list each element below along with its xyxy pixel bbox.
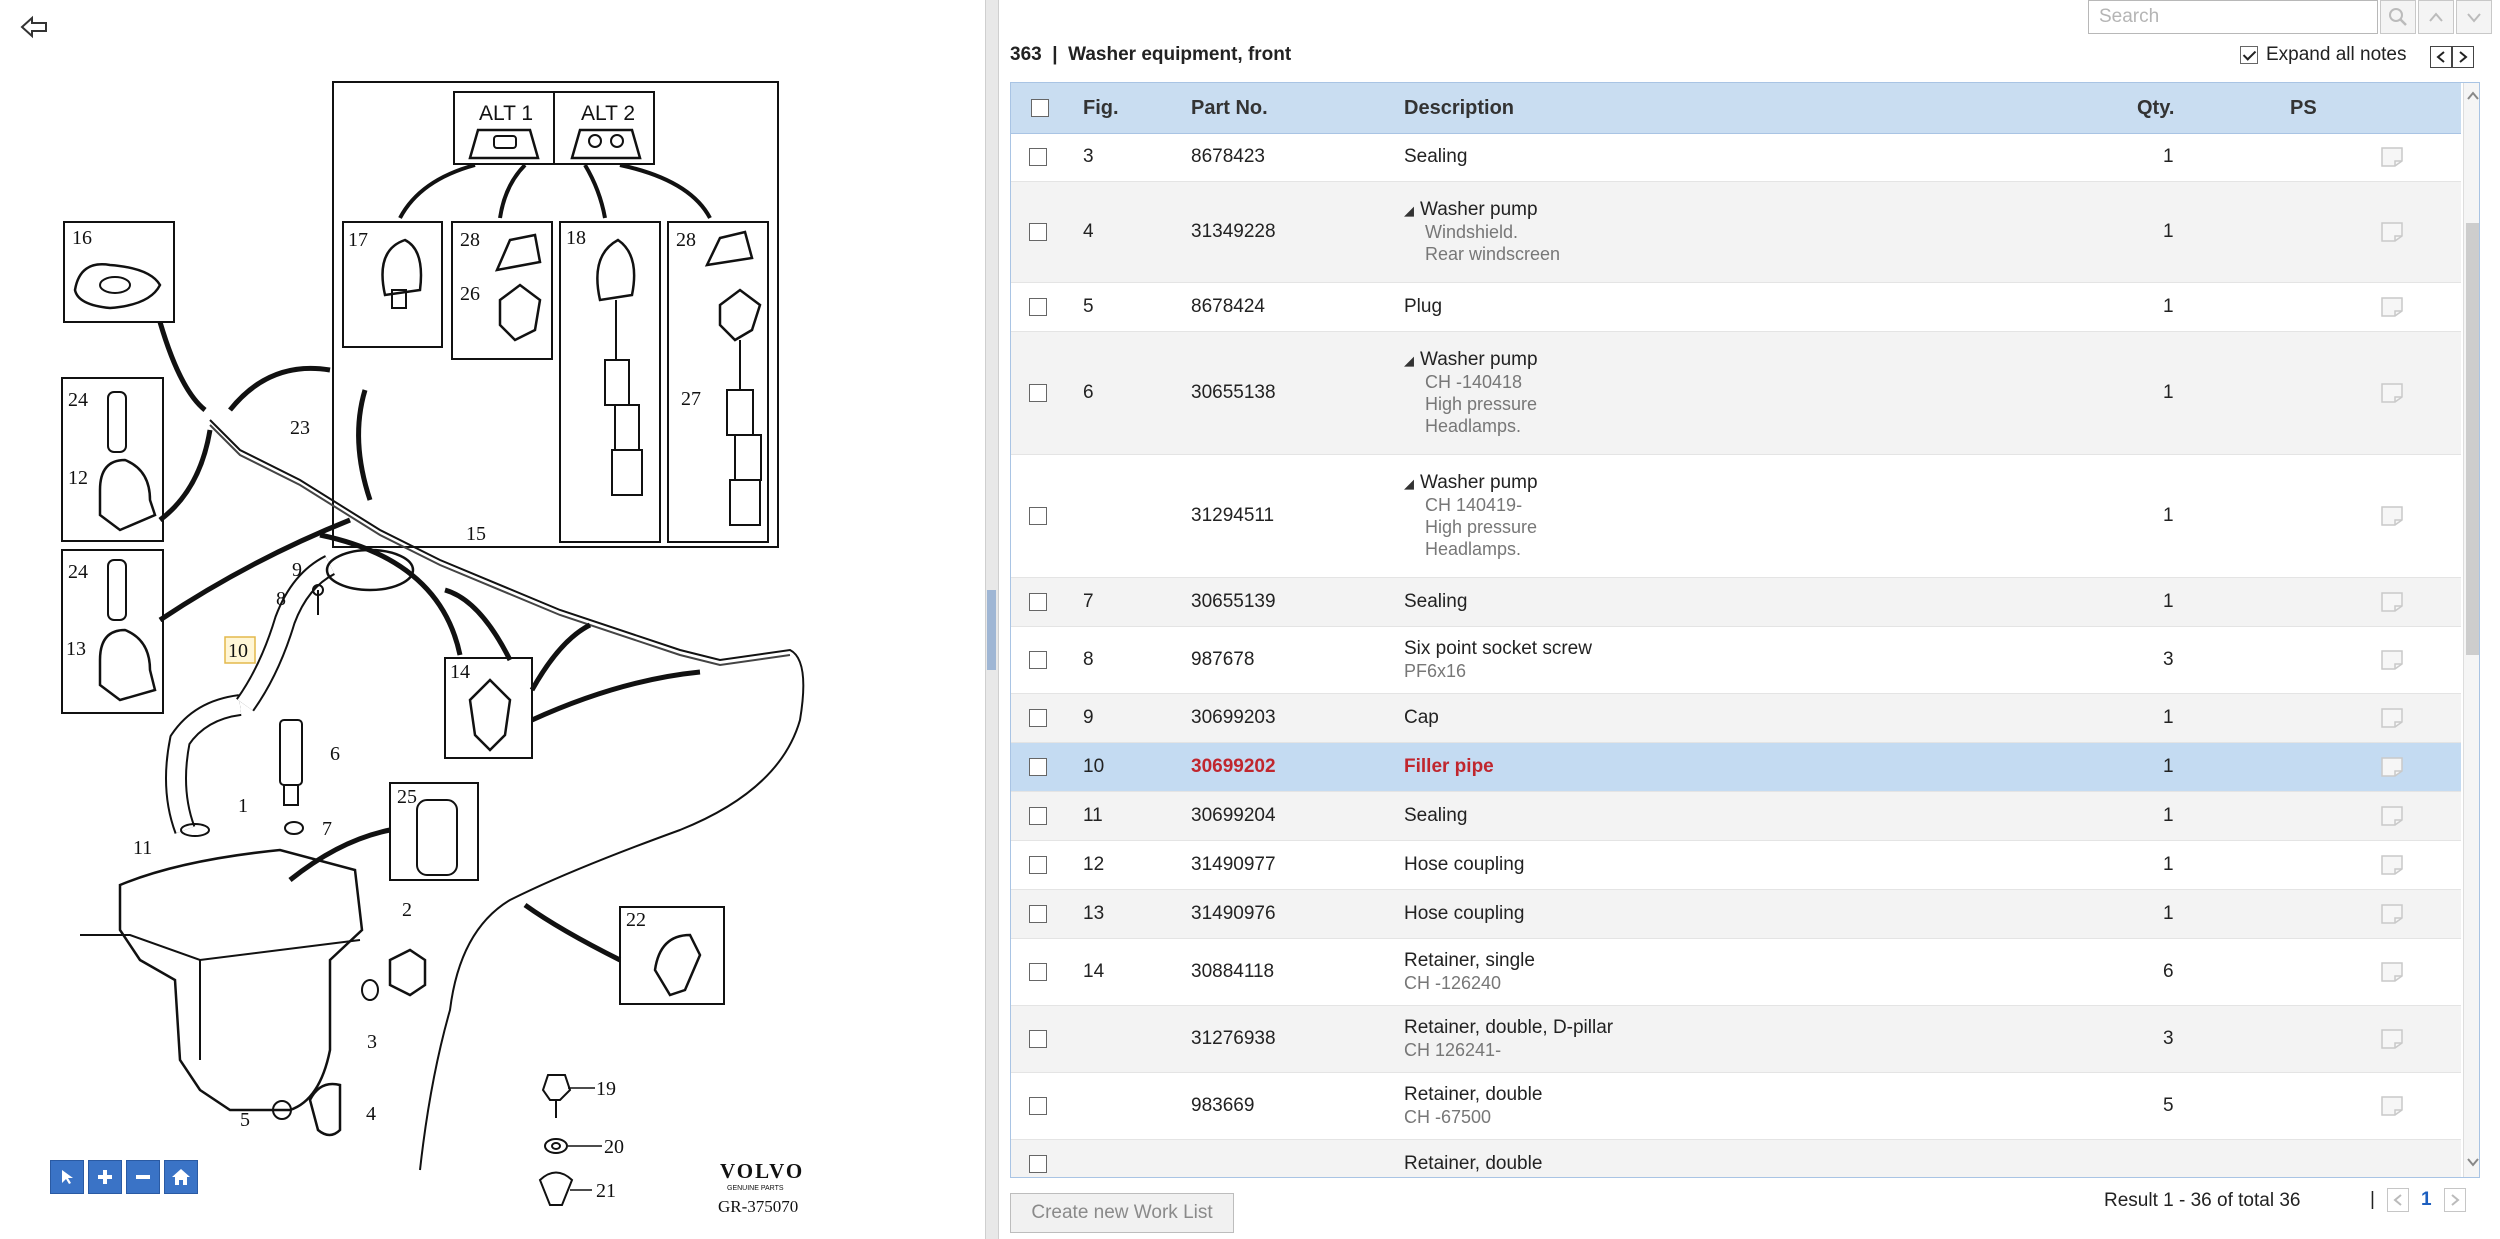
row-description (1404, 146, 1467, 168)
plus-icon (96, 1168, 114, 1186)
svg-text:24: 24 (68, 389, 88, 411)
row-description (1404, 756, 1494, 778)
panel-splitter[interactable] (985, 0, 999, 1239)
row-checkbox[interactable] (1029, 1097, 1047, 1115)
row-checkbox[interactable] (1029, 384, 1047, 402)
col-fig[interactable]: Fig. (1083, 97, 1119, 119)
row-qty: 1 (2163, 903, 2174, 924)
row-description (1404, 854, 1524, 876)
search-input[interactable] (2088, 0, 2378, 34)
note-document-icon[interactable] (2379, 804, 2405, 828)
svg-text:21: 21 (596, 1180, 616, 1202)
scroll-up-icon[interactable] (2466, 89, 2480, 103)
row-part-no[interactable]: 30655139 (1191, 591, 1276, 612)
table-row[interactable] (1011, 890, 2461, 939)
row-qty: 1 (2163, 505, 2174, 526)
row-fig: 13 (1083, 903, 1105, 924)
table-row[interactable] (1011, 1140, 2461, 1178)
row-description-text: Washer pump (1420, 199, 1538, 220)
row-fig: 14 (1083, 961, 1105, 982)
current-page[interactable]: 1 (2420, 1189, 2432, 1210)
row-qty: 1 (2163, 146, 2174, 167)
row-qty: 1 (2163, 756, 2174, 777)
row-qty: 5 (2163, 1095, 2174, 1116)
row-fig: 9 (1083, 707, 1094, 728)
note-document-icon[interactable] (2379, 755, 2405, 779)
row-checkbox[interactable] (1029, 298, 1047, 316)
page-prev-button[interactable] (2387, 1188, 2409, 1212)
reset-view-button[interactable] (164, 1160, 198, 1194)
svg-text:25: 25 (397, 786, 417, 808)
row-note: CH -140418 (1425, 372, 1523, 392)
row-description (1404, 903, 1524, 925)
row-description-text: Retainer, double (1404, 1084, 1543, 1105)
table-row[interactable] (1011, 1073, 2461, 1140)
splitter-handle[interactable] (987, 590, 996, 670)
pointer-icon (58, 1168, 76, 1186)
row-note: PF6x16 (1404, 661, 1467, 681)
svg-text:24: 24 (68, 561, 88, 583)
row-description-text: Hose coupling (1404, 854, 1525, 875)
table-row[interactable] (1011, 939, 2461, 1006)
chevron-right-icon (2450, 1194, 2460, 1206)
table-row[interactable] (1011, 1006, 2461, 1073)
row-description (1404, 950, 1535, 994)
diagram-panel (0, 0, 985, 1239)
row-note: Rear windscreen (1425, 244, 1561, 264)
table-scrollbar[interactable] (2463, 83, 2480, 1177)
row-checkbox[interactable] (1029, 1155, 1047, 1173)
expand-notes-toggle[interactable] (2240, 44, 2407, 66)
table-row[interactable] (1011, 182, 2461, 283)
svg-text:VOLVO: VOLVO (720, 1159, 805, 1183)
row-part-no[interactable]: 31490976 (1191, 903, 1276, 924)
svg-text:23: 23 (290, 417, 310, 439)
row-checkbox[interactable] (1029, 1030, 1047, 1048)
svg-text:4: 4 (366, 1103, 376, 1125)
row-description-text: Washer pump (1420, 349, 1538, 370)
note-document-icon[interactable] (2379, 960, 2405, 984)
row-note: Windshield. (1425, 222, 1519, 242)
chevron-up-icon (2428, 11, 2444, 23)
col-qty[interactable]: Qty. (2137, 97, 2175, 119)
svg-text:13: 13 (66, 638, 86, 660)
row-qty: 1 (2163, 854, 2174, 875)
svg-text:10: 10 (228, 640, 248, 662)
expand-notes-checkbox[interactable] (2240, 46, 2258, 64)
row-description-text: Sealing (1404, 805, 1468, 826)
col-description[interactable]: Description (1404, 97, 1515, 119)
svg-text:9: 9 (292, 559, 302, 581)
row-note: High pressure (1425, 394, 1538, 414)
note-next-button[interactable] (2452, 46, 2474, 68)
note-document-icon[interactable] (2379, 381, 2405, 405)
note-prev-button[interactable] (2430, 46, 2452, 68)
result-count: Result 1 - 36 of total 36 (2104, 1190, 2301, 1211)
search-prev-button[interactable] (2418, 0, 2454, 34)
row-checkbox[interactable] (1029, 758, 1047, 776)
zoom-in-button[interactable] (88, 1160, 122, 1194)
row-part-no[interactable]: 987678 (1191, 649, 1255, 670)
row-checkbox[interactable] (1029, 856, 1047, 874)
row-qty: 1 (2163, 382, 2174, 403)
row-fig: 11 (1083, 805, 1103, 826)
row-description (1404, 638, 1592, 682)
row-description (1404, 1153, 1542, 1175)
search-button[interactable] (2380, 0, 2416, 34)
svg-text:2: 2 (402, 899, 412, 921)
row-checkbox[interactable] (1029, 963, 1047, 981)
row-part-no[interactable]: 31349228 (1191, 221, 1276, 242)
row-part-no[interactable]: 30699203 (1191, 707, 1276, 728)
table-row[interactable] (1011, 841, 2461, 890)
row-note: CH -126240 (1404, 973, 1502, 993)
note-document-icon[interactable] (2379, 1027, 2405, 1051)
row-qty: 3 (2163, 1028, 2174, 1049)
select-all-checkbox[interactable] (1031, 99, 1049, 117)
table-row[interactable] (1011, 792, 2461, 841)
chevron-down-icon (2466, 11, 2482, 23)
svg-text:22: 22 (626, 909, 646, 931)
chevron-left-icon (2393, 1194, 2403, 1206)
table-body (1011, 133, 2461, 1178)
row-qty: 1 (2163, 221, 2174, 242)
row-checkbox[interactable] (1029, 507, 1047, 525)
svg-text:26: 26 (460, 283, 480, 305)
row-fig: 3 (1083, 146, 1094, 167)
minus-icon (134, 1168, 152, 1186)
note-document-icon[interactable] (2379, 145, 2405, 169)
home-icon (171, 1168, 191, 1186)
diagram-toolbar (50, 1160, 198, 1194)
exploded-parts-diagram[interactable] (0, 0, 985, 1239)
row-qty: 6 (2163, 961, 2174, 982)
expand-notes-label: Expand all notes (2266, 44, 2407, 65)
row-description-text: Retainer, double (1404, 1153, 1543, 1174)
svg-text:GENUINE PARTS: GENUINE PARTS (727, 1185, 784, 1192)
col-ps[interactable]: PS (2290, 97, 2317, 119)
note-document-icon[interactable] (2379, 1094, 2405, 1118)
collapse-triangle-icon[interactable]: ◢ (1404, 476, 1414, 491)
row-description-text: Hose coupling (1404, 903, 1525, 924)
note-document-icon[interactable] (2379, 648, 2405, 672)
svg-text:27: 27 (681, 388, 701, 410)
row-part-no[interactable]: 31490977 (1191, 854, 1276, 875)
note-document-icon[interactable] (2379, 853, 2405, 877)
table-row[interactable] (1011, 627, 2461, 694)
row-description (1404, 199, 1560, 265)
row-note: Headlamps. (1425, 416, 1522, 436)
row-note: CH 126241- (1404, 1040, 1502, 1060)
row-qty: 1 (2163, 296, 2174, 317)
row-qty: 1 (2163, 707, 2174, 728)
row-qty: 3 (2163, 649, 2174, 670)
row-checkbox[interactable] (1029, 223, 1047, 241)
row-fig: 4 (1083, 221, 1094, 242)
svg-text:3: 3 (367, 1031, 377, 1053)
row-description-text: Washer pump (1420, 472, 1538, 493)
row-checkbox[interactable] (1029, 148, 1047, 166)
svg-text:12: 12 (68, 467, 88, 489)
row-part-no[interactable]: 30655138 (1191, 382, 1276, 403)
row-fig: 7 (1083, 591, 1094, 612)
row-note: High pressure (1425, 517, 1538, 537)
row-fig: 10 (1083, 756, 1105, 777)
table-row[interactable] (1011, 743, 2461, 792)
row-fig: 5 (1083, 296, 1094, 317)
scroll-down-icon[interactable] (2466, 1155, 2480, 1169)
svg-text:18: 18 (566, 227, 586, 249)
row-part-no[interactable]: 8678424 (1191, 296, 1265, 317)
row-checkbox[interactable] (1029, 651, 1047, 669)
search-next-button[interactable] (2456, 0, 2492, 34)
table-row[interactable] (1011, 694, 2461, 743)
chevron-right-icon (2458, 51, 2468, 63)
table-row[interactable] (1011, 332, 2461, 455)
row-description-text: Sealing (1404, 591, 1468, 612)
svg-text:14: 14 (450, 661, 470, 683)
table-row[interactable] (1011, 578, 2461, 627)
note-document-icon[interactable] (2379, 504, 2405, 528)
row-note: Headlamps. (1425, 539, 1522, 559)
row-qty: 1 (2163, 805, 2174, 826)
row-description-text: Sealing (1404, 146, 1468, 167)
row-part-no[interactable]: 31276938 (1191, 1028, 1276, 1049)
row-part-no[interactable]: 8678423 (1191, 146, 1265, 167)
svg-text:19: 19 (596, 1078, 616, 1100)
row-part-no[interactable]: 983669 (1191, 1095, 1255, 1116)
chevron-left-icon (2436, 51, 2446, 63)
row-description-text: Filler pipe (1404, 756, 1494, 777)
svg-text:7: 7 (322, 818, 332, 840)
parts-list-panel (1000, 0, 2500, 1239)
row-description-text: Plug (1404, 296, 1443, 317)
row-part-no[interactable]: 30884118 (1191, 961, 1275, 982)
row-description (1404, 1017, 1613, 1061)
select-tool-button[interactable] (50, 1160, 84, 1194)
create-work-list-button[interactable]: Create new Work List (1010, 1193, 1234, 1233)
row-description-text: Retainer, double, D-pillar (1404, 1017, 1614, 1038)
scrollbar-thumb[interactable] (2466, 223, 2479, 655)
row-description (1404, 349, 1538, 437)
svg-text:6: 6 (330, 743, 340, 765)
row-fig: 12 (1083, 854, 1105, 875)
page-title: 363 | Washer equipment, front (1010, 44, 1292, 65)
note-document-icon[interactable] (2379, 295, 2405, 319)
row-description (1404, 805, 1467, 827)
col-part-no[interactable]: Part No. (1191, 97, 1268, 119)
page-next-button[interactable] (2444, 1188, 2466, 1212)
table-header (1011, 83, 2461, 134)
row-description-text: Six point socket screw (1404, 638, 1592, 659)
row-note: CH 140419- (1425, 495, 1523, 515)
collapse-triangle-icon[interactable]: ◢ (1404, 353, 1414, 368)
svg-text:17: 17 (348, 229, 368, 251)
row-description (1404, 591, 1467, 613)
svg-text:28: 28 (460, 229, 480, 251)
svg-text:20: 20 (604, 1136, 624, 1158)
row-checkbox[interactable] (1029, 593, 1047, 611)
note-document-icon[interactable] (2379, 902, 2405, 926)
row-description (1404, 296, 1442, 318)
row-fig: 8 (1083, 649, 1094, 670)
svg-text:11: 11 (133, 837, 153, 859)
svg-text:5: 5 (240, 1109, 250, 1131)
note-navigation (2430, 46, 2474, 68)
parts-table (1010, 82, 2480, 1178)
svg-text:28: 28 (676, 229, 696, 251)
row-note: CH -67500 (1404, 1107, 1492, 1127)
row-checkbox[interactable] (1029, 905, 1047, 923)
collapse-triangle-icon[interactable]: ◢ (1404, 203, 1414, 218)
row-part-no[interactable]: 30699202 (1191, 756, 1276, 777)
alt-options-box (333, 82, 778, 547)
row-checkbox[interactable] (1029, 807, 1047, 825)
svg-text:15: 15 (466, 523, 486, 545)
note-document-icon[interactable] (2379, 220, 2405, 244)
svg-text:ALT 1: ALT 1 (479, 102, 534, 125)
svg-text:ALT 2: ALT 2 (581, 102, 636, 125)
row-description-text: Retainer, single (1404, 950, 1535, 971)
row-description (1404, 472, 1538, 560)
svg-text:8: 8 (276, 588, 286, 610)
row-part-no[interactable]: 31294511 (1191, 505, 1275, 526)
svg-text:16: 16 (72, 227, 92, 249)
table-row[interactable] (1011, 133, 2461, 182)
row-qty: 1 (2163, 591, 2174, 612)
svg-text:1: 1 (238, 795, 248, 817)
row-checkbox[interactable] (1029, 709, 1047, 727)
search-icon (2388, 7, 2408, 27)
row-description (1404, 1084, 1542, 1128)
row-part-no[interactable]: 30699204 (1191, 805, 1276, 826)
row-description (1404, 707, 1439, 729)
zoom-out-button[interactable] (126, 1160, 160, 1194)
table-row[interactable] (1011, 283, 2461, 332)
note-document-icon[interactable] (2379, 706, 2405, 730)
row-fig: 6 (1083, 382, 1094, 403)
pagination: | 1 (2370, 1188, 2466, 1212)
note-document-icon[interactable] (2379, 590, 2405, 614)
table-row[interactable] (1011, 455, 2461, 578)
svg-text:GR-375070: GR-375070 (718, 1197, 799, 1216)
row-description-text: Cap (1404, 707, 1439, 728)
